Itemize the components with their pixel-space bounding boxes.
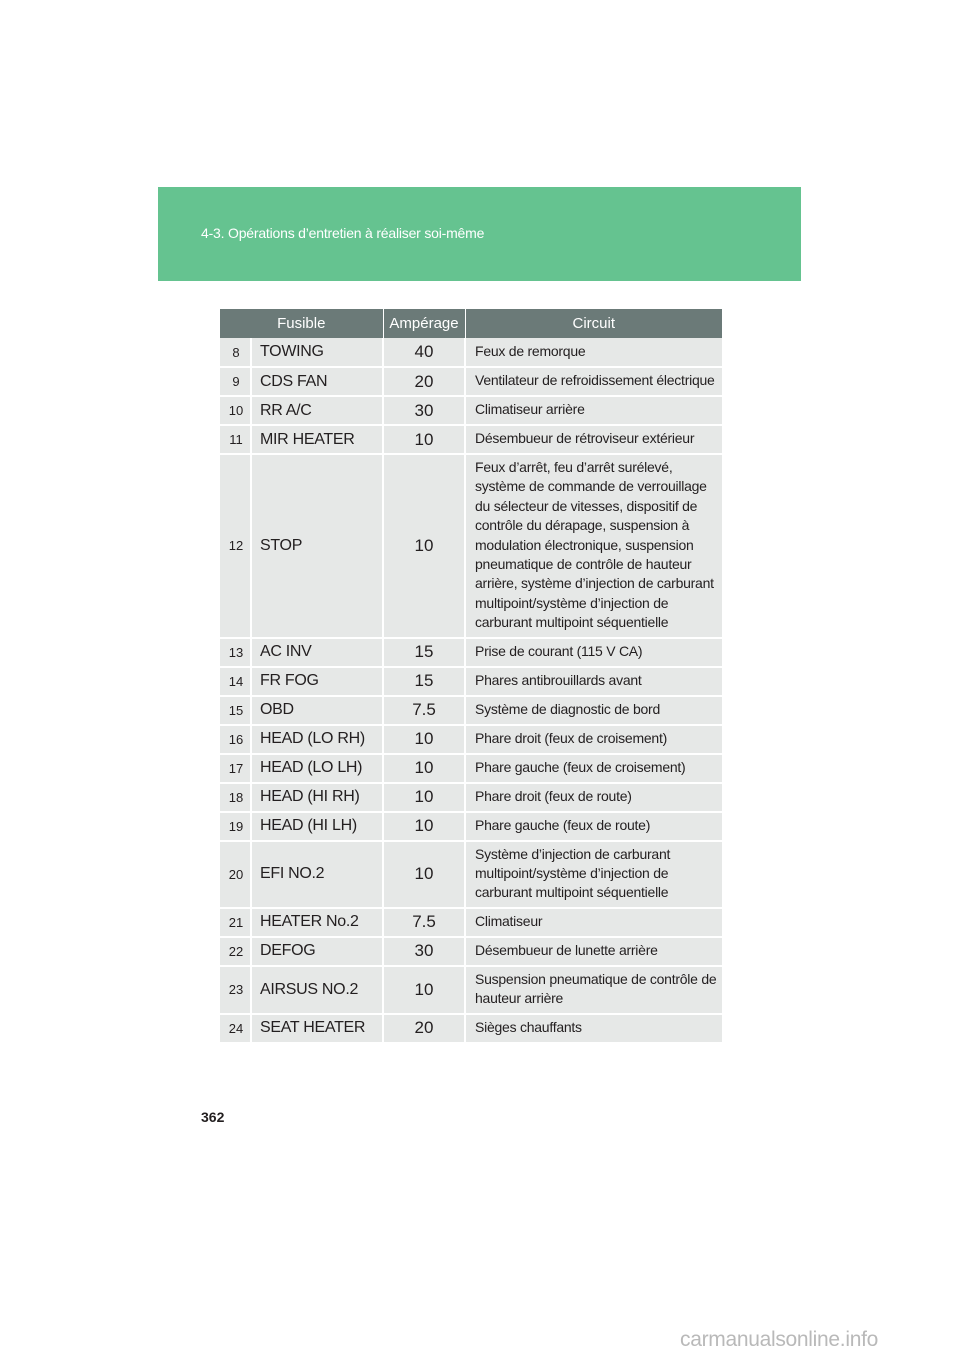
fuse-name: HEAD (LO LH) — [251, 754, 383, 783]
table-row — [220, 454, 722, 638]
fuse-circuit: Système d’injection de carburant multipoint/système d’injection de carburant multipoint séquentielle — [465, 841, 722, 908]
fuse-circuit: Phare gauche (feux de route) — [465, 812, 722, 841]
fuse-amperage: 15 — [383, 667, 465, 696]
fuse-number: 8 — [220, 338, 251, 367]
fuse-number: 17 — [220, 754, 251, 783]
table-row — [220, 841, 722, 908]
fuse-name: CDS FAN — [251, 367, 383, 396]
fuse-circuit: Climatiseur arrière — [465, 396, 722, 425]
fuse-number: 9 — [220, 367, 251, 396]
fuse-name: DEFOG — [251, 937, 383, 966]
table-row — [220, 1014, 722, 1043]
fuse-number: 20 — [220, 841, 251, 908]
fuse-circuit: Système de diagnostic de bord — [465, 696, 722, 725]
table-row — [220, 338, 722, 367]
fuse-number: 22 — [220, 937, 251, 966]
fuse-amperage: 7.5 — [383, 696, 465, 725]
fuse-circuit: Désembueur de lunette arrière — [465, 937, 722, 966]
table-row — [220, 396, 722, 425]
fuse-number: 16 — [220, 725, 251, 754]
fuse-number: 14 — [220, 667, 251, 696]
fuse-name: OBD — [251, 696, 383, 725]
fuse-circuit: Phares antibrouillards avant — [465, 667, 722, 696]
fuse-name: FR FOG — [251, 667, 383, 696]
fuse-name: HEAD (LO RH) — [251, 725, 383, 754]
fuse-name: SEAT HEATER — [251, 1014, 383, 1043]
table-row — [220, 638, 722, 667]
fuse-circuit: Phare droit (feux de croisement) — [465, 725, 722, 754]
fuse-circuit: Feux de remorque — [465, 338, 722, 367]
fuse-name: HEATER No.2 — [251, 908, 383, 937]
fuse-name: HEAD (HI RH) — [251, 783, 383, 812]
fuse-number: 19 — [220, 812, 251, 841]
fuse-amperage: 10 — [383, 841, 465, 908]
watermark: carmanualsonline.info — [680, 1328, 878, 1351]
table-row — [220, 667, 722, 696]
fuse-circuit: Phare gauche (feux de croisement) — [465, 754, 722, 783]
section-title: 4-3. Opérations d’entretien à réaliser soi-même — [201, 225, 485, 241]
fuse-number: 24 — [220, 1014, 251, 1043]
page-number: 362 — [201, 1109, 225, 1125]
fuse-name: AIRSUS NO.2 — [251, 966, 383, 1014]
fuse-amperage: 10 — [383, 966, 465, 1014]
fuse-amperage: 10 — [383, 425, 465, 454]
fuse-table-body — [220, 338, 722, 1043]
table-row — [220, 966, 722, 1014]
fuse-number: 10 — [220, 396, 251, 425]
fuse-name: HEAD (HI LH) — [251, 812, 383, 841]
table-row — [220, 696, 722, 725]
fuse-circuit: Feux d’arrêt, feu d’arrêt surélevé, système de commande de verrouillage du sélecteur de vitesses, dispositif de contrôle du dérapage, suspension à modulation électronique, suspension pneumatique de contrôle de hauteur arrière, système d’injection de carburant multipoint/système d’injection de carburant multipoint séquentielle — [465, 454, 722, 638]
fuse-amperage: 15 — [383, 638, 465, 667]
fuse-amperage: 10 — [383, 754, 465, 783]
fuse-circuit: Suspension pneumatique de contrôle de hauteur arrière — [465, 966, 722, 1014]
fuse-amperage: 20 — [383, 1014, 465, 1043]
column-header-circuit: Circuit — [465, 309, 722, 338]
table-row — [220, 725, 722, 754]
fuse-name: STOP — [251, 454, 383, 638]
fuse-circuit: Désembueur de rétroviseur extérieur — [465, 425, 722, 454]
table-row — [220, 937, 722, 966]
fuse-name: MIR HEATER — [251, 425, 383, 454]
table-row — [220, 425, 722, 454]
fuse-amperage: 10 — [383, 454, 465, 638]
fuse-number: 13 — [220, 638, 251, 667]
fuse-circuit: Ventilateur de refroidissement électrique — [465, 367, 722, 396]
table-row — [220, 908, 722, 937]
fuse-number: 12 — [220, 454, 251, 638]
fuse-circuit: Prise de courant (115 V CA) — [465, 638, 722, 667]
fuse-number: 11 — [220, 425, 251, 454]
fuse-amperage: 30 — [383, 396, 465, 425]
table-header-row — [220, 309, 722, 338]
fuse-name: EFI NO.2 — [251, 841, 383, 908]
fuse-amperage: 10 — [383, 725, 465, 754]
fuse-name: TOWING — [251, 338, 383, 367]
table-row — [220, 367, 722, 396]
table-row — [220, 754, 722, 783]
fuse-number: 15 — [220, 696, 251, 725]
fuse-circuit: Sièges chauffants — [465, 1014, 722, 1043]
fuse-amperage: 10 — [383, 783, 465, 812]
fuse-amperage: 30 — [383, 937, 465, 966]
table-row — [220, 812, 722, 841]
fuse-name: AC INV — [251, 638, 383, 667]
fuse-table — [220, 309, 722, 1044]
fuse-amperage: 20 — [383, 367, 465, 396]
table-row — [220, 783, 722, 812]
section-header-band — [158, 187, 801, 281]
fuse-circuit: Climatiseur — [465, 908, 722, 937]
fuse-amperage: 10 — [383, 812, 465, 841]
fuse-amperage: 40 — [383, 338, 465, 367]
fuse-circuit: Phare droit (feux de route) — [465, 783, 722, 812]
fuse-number: 21 — [220, 908, 251, 937]
column-header-amperage: Ampérage — [383, 309, 465, 338]
fuse-number: 18 — [220, 783, 251, 812]
fuse-number: 23 — [220, 966, 251, 1014]
fuse-name: RR A/C — [251, 396, 383, 425]
column-header-fuse: Fusible — [220, 309, 383, 338]
fuse-amperage: 7.5 — [383, 908, 465, 937]
